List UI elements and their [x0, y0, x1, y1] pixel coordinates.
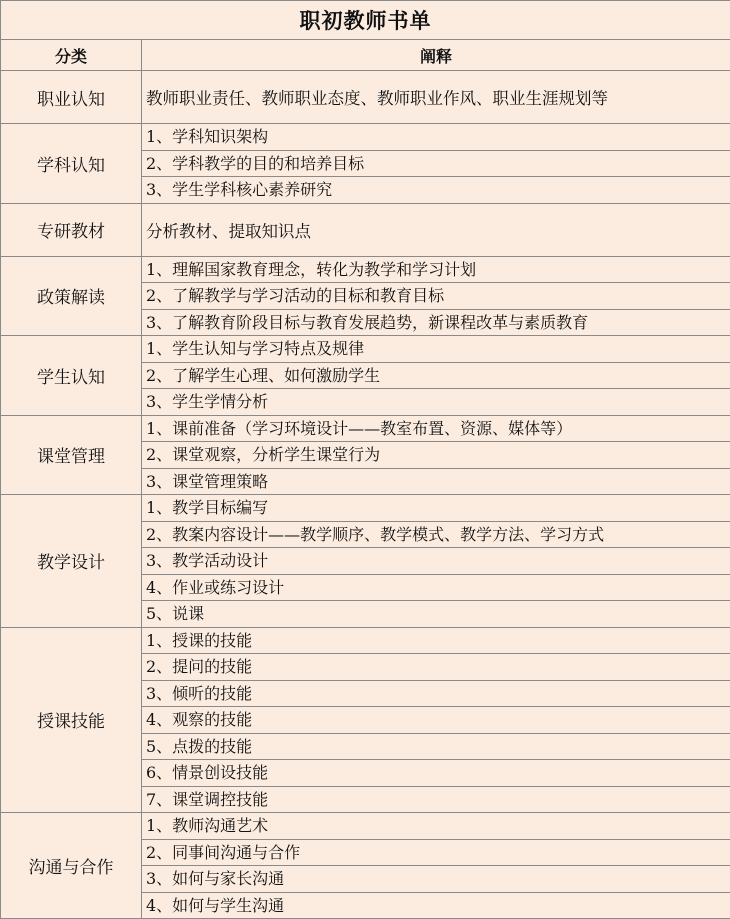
description-cell[interactable]: 1、学生认知与学习特点及规律: [142, 336, 730, 363]
table-row: [1, 813, 730, 840]
description-cell[interactable]: 3、学生学科核心素养研究: [142, 177, 730, 204]
description-cell[interactable]: 1、课前准备（学习环境设计——教室布置、资源、媒体等）: [142, 415, 730, 442]
table-title: 职初教师书单: [1, 1, 730, 40]
description-cell[interactable]: 5、说课: [142, 601, 730, 628]
description-cell[interactable]: 4、作业或练习设计: [142, 574, 730, 601]
description-cell[interactable]: 2、同事间沟通与合作: [142, 839, 730, 866]
header-description: 阐释: [142, 40, 730, 71]
description-cell[interactable]: 2、了解教学与学习活动的目标和教育目标: [142, 283, 730, 310]
table-row: [1, 336, 730, 363]
description-cell[interactable]: 3、如何与家长沟通: [142, 866, 730, 893]
description-cell[interactable]: 3、课堂管理策略: [142, 468, 730, 495]
header-category: 分类: [1, 40, 142, 71]
description-cell[interactable]: 1、授课的技能: [142, 627, 730, 654]
description-cell[interactable]: 3、倾听的技能: [142, 680, 730, 707]
table-row: [1, 124, 730, 151]
category-cell[interactable]: 沟通与合作: [1, 813, 142, 919]
description-cell[interactable]: 2、教案内容设计——教学顺序、教学模式、教学方法、学习方式: [142, 521, 730, 548]
table-row: [1, 495, 730, 522]
category-cell[interactable]: 学科认知: [1, 124, 142, 204]
description-cell[interactable]: 教师职业责任、教师职业态度、教师职业作风、职业生涯规划等: [142, 71, 730, 124]
description-cell[interactable]: 3、教学活动设计: [142, 548, 730, 575]
table-row: [1, 415, 730, 442]
description-cell[interactable]: 2、了解学生心理、如何激励学生: [142, 362, 730, 389]
category-cell[interactable]: 授课技能: [1, 627, 142, 813]
description-cell[interactable]: 2、学科教学的目的和培养目标: [142, 150, 730, 177]
description-cell[interactable]: 分析教材、提取知识点: [142, 203, 730, 256]
description-cell[interactable]: 1、学科知识架构: [142, 124, 730, 151]
description-cell[interactable]: 3、了解教育阶段目标与教育发展趋势，新课程改革与素质教育: [142, 309, 730, 336]
title-row: [1, 1, 730, 40]
header-row: [1, 40, 730, 71]
category-cell[interactable]: 学生认知: [1, 336, 142, 416]
description-cell[interactable]: 2、提问的技能: [142, 654, 730, 681]
table-row: [1, 256, 730, 283]
description-cell[interactable]: 6、情景创设技能: [142, 760, 730, 787]
category-cell[interactable]: 专研教材: [1, 203, 142, 256]
description-cell[interactable]: 1、教学目标编写: [142, 495, 730, 522]
description-cell[interactable]: 4、如何与学生沟通: [142, 892, 730, 919]
category-cell[interactable]: 职业认知: [1, 71, 142, 124]
table-row: [1, 627, 730, 654]
category-cell[interactable]: 教学设计: [1, 495, 142, 628]
table-body: [1, 71, 730, 919]
table-row: [1, 71, 730, 124]
description-cell[interactable]: 1、教师沟通艺术: [142, 813, 730, 840]
category-cell[interactable]: 课堂管理: [1, 415, 142, 495]
description-cell[interactable]: 1、理解国家教育理念，转化为教学和学习计划: [142, 256, 730, 283]
description-cell[interactable]: 4、观察的技能: [142, 707, 730, 734]
description-cell[interactable]: 3、学生学情分析: [142, 389, 730, 416]
category-cell[interactable]: 政策解读: [1, 256, 142, 336]
description-cell[interactable]: 2、课堂观察，分析学生课堂行为: [142, 442, 730, 469]
description-cell[interactable]: 5、点拨的技能: [142, 733, 730, 760]
table-row: [1, 203, 730, 256]
description-cell[interactable]: 7、课堂调控技能: [142, 786, 730, 813]
